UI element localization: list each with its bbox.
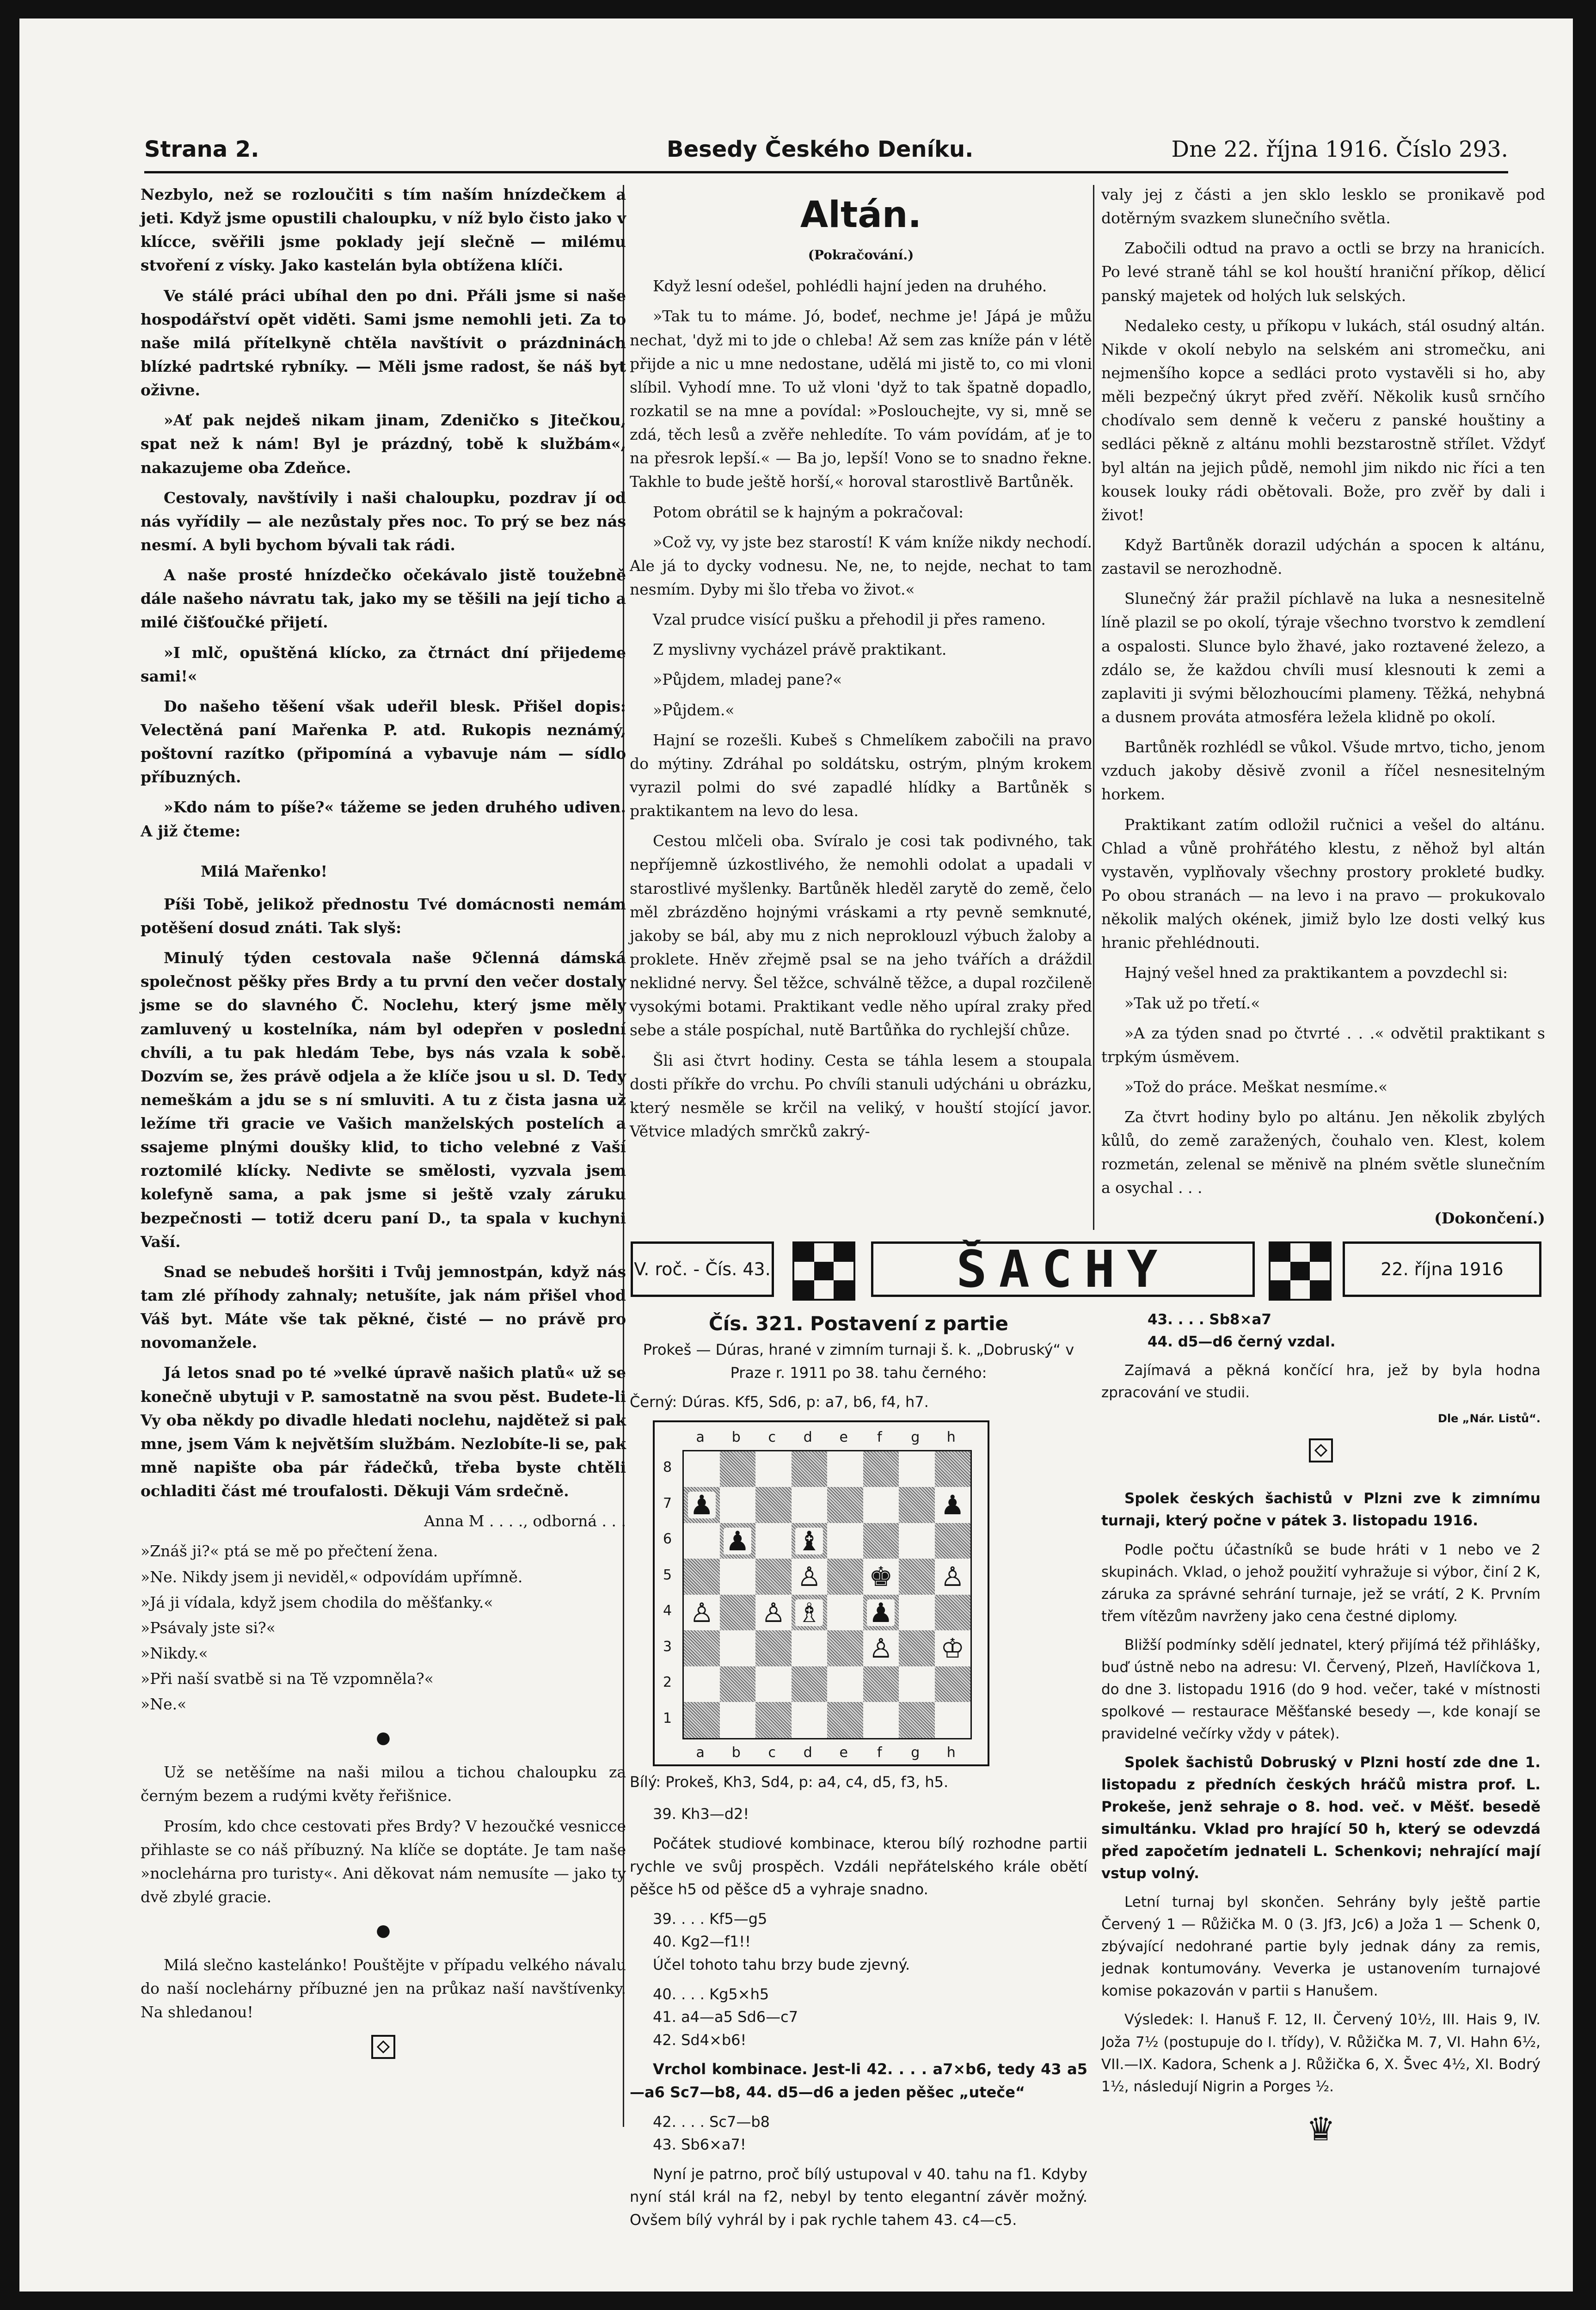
square-f8 [863,1451,899,1487]
problem-title: Postavení z partie [810,1312,1009,1335]
paragraph: Když Bartůněk dorazil udýchán a spocen k altánu, zastavil se nerozhodně. [1101,535,1545,578]
paragraph: Bartůněk rozhlédl se vůkol. Všude mrtvo, ticho, jenom vzduch jakoby děsivě zvonil a říčel nesnesitelným horkem. [1101,738,1545,804]
square-h2 [935,1666,971,1702]
page-number: Strana 2. [144,136,259,162]
paragraph: Šli asi čtvrt hodiny. Cesta se táhla lesem a stoupala dosti příkře do vrchu. Po chvíli stanuli udýcháni u obrázku, který nesměle se krčil na veliký, v houští stojící javor. Větvice mladých smrčků zakrý- [630,1051,1092,1140]
move: 42. Sd4×b6! [653,2031,747,2049]
square-h3 [935,1630,971,1666]
square-a7 [684,1487,720,1523]
annotation: Vrchol kombinace. Jest-li 42. . . . a7×b6, tedy 43 a5—a6 Sc7—b8, 44. d5—d6 a jeden pěšec „uteče“ [630,2060,1087,2101]
paragraph: Nedaleko cesty, u příkopu v lukách, stál osudný altán. Nikde v okolí nebylo na selském ani stromečku, ani nejmenšího kopce a sedláci proto vystavěli si ho, aby měli bezpečný úkryt před zvěří. Několik kusů srnčího chodívalo sem denně k večeru z panské houštiny a sedláci pěkně z altánu mohli bezstarostně střílet. Vždyť byl altán na jejich půdě, nemohl jim nikdo nic říci a ten kousek louky rádi obětovali. Bože, pro zvěř by dali i život! [1101,316,1545,524]
chess-piece-icon: ♟ [688,1492,716,1518]
paragraph: »Tož do práce. Meškat nesmíme.« [1124,1077,1388,1096]
square-g1 [899,1702,935,1738]
paragraph: »Půjdem.« [653,700,735,719]
square-g4 [899,1595,935,1631]
square-a2 [684,1666,720,1702]
square-d2 [792,1666,828,1702]
dialogue-line: »Psávaly jste si?« [141,1618,276,1637]
paragraph: »Tak tu to máme. Jó, bodeť, nechme je! Jápá je můžu nechat, 'dyž mi to jde o chleba! Až sem zas kníže pán v létě přijde a nic u mne nedostane, udělá mi jistě to, co mi vloni slíbil. Vyhodí mne. To už vloni 'dyž to tak špatně dopadlo, rozkatil se na mne a povídal: »Poslouchejte, vy si, mně se zdá, těch lesů a zvěře nehledíte. To vám povídám, ať je to na přesrok lepší.« — Ba jo, lepší! Vono se to snadno řekne. Takhle to bude ještě horší,« horoval starostlivě Bartůněk. [630,307,1092,491]
paragraph: Praktikant zatím odložil ručnici a vešel do altánu. Chlad a vůně prohřátého klestu, z něhož byl altán vystavěn, vyplňovaly všechny prostory prokleté budky. Po obou stranách — na levo i na pravo — prokukovalo několik malých okének, jimiž bylo lze dosti velký kus hranic přehlédnouti. [1101,815,1545,952]
banner-date: 22. října 1916 [1343,1241,1541,1297]
square-g7 [899,1487,935,1523]
chess-piece-icon: ♗ [795,1599,823,1626]
paragraph: »I mlč, opuštěná klícko, za čtrnáct dní přijedeme sami!« [141,643,626,685]
move: 40. Kg2—f1!! [653,1933,751,1951]
paragraph: Milá slečno kastelánko! Pouštějte v případu velkého návalu do naší noclehárny příbuzné jen na průkaz naší navštívenky. Na shledanou! [141,1955,626,2021]
square-f3 [863,1630,899,1666]
square-c5 [755,1559,792,1595]
club-announcement: Bližší podmínky sdělí jednatel, který přijímá též přihlášky, buď ústně nebo na adresu: VI. Červený, Plzeň, Havlíčkova 1, do dne 3. listopadu 1916 (do 9 hod. večer, také v místnosti spolkové — restaurace Měšťanské besedy —, kde konají se pravidelné večírky vždy v pátek). [1101,1636,1541,1742]
square-a1 [684,1702,720,1738]
chess-king-icon: ♛ [1306,2110,1336,2148]
square-a8 [684,1451,720,1487]
page-header [144,134,1508,173]
square-f6 [863,1523,899,1559]
square-f4 [863,1595,899,1631]
paragraph: Z myslivny vycházel právě praktikant. [653,640,947,659]
paragraph: Vzal prudce visící pušku a přehodil ji přes rameno. [653,610,1046,629]
square-b6 [720,1523,756,1559]
square-d5 [792,1559,828,1595]
square-f1 [863,1702,899,1738]
chess-banner [631,1237,1541,1302]
square-g8 [899,1451,935,1487]
paragraph: Už se netěšíme na naši milou a tichou chaloupku za černým bezem a rudými květy řeřišnice. [141,1763,626,1805]
paragraph: Hajný vešel hned za praktikantem a povzdechl si: [1124,964,1508,982]
paragraph: valy jej z části a jen sklo lesklo se pronikavě pod dotěrným svazkem slunečního světla. [1101,185,1545,227]
dialogue-line: »Já ji vídala, když jsem chodila do měšťanky.« [141,1593,493,1611]
paragraph: Cestovaly, navštívily i naši chaloupku, pozdrav jí od nás vyřídily — ale nezůstaly přes noc. To prý se bez nás nesmí. A byli bychom bývali tak rádi. [141,488,626,554]
banner-volume: V. roč. - Čís. 43. [631,1241,774,1297]
chess-news [1101,1309,1541,2154]
dialogue-line: »Při naší svatbě si na Tě vzpomněla?« [141,1670,434,1688]
chessboard-icon [1269,1241,1332,1301]
to-be-continued: (Dokončení.) [1434,1209,1545,1227]
square-f2 [863,1666,899,1702]
square-c4 [755,1595,792,1631]
chess-piece-icon: ♔ [939,1635,966,1662]
chess-piece-icon: ♙ [795,1563,823,1590]
paragraph: »Tak už po třetí.« [1124,994,1260,1012]
square-e8 [827,1451,863,1487]
square-e2 [827,1666,863,1702]
club-announcement: Letní turnaj byl skončen. Sehrány byly ještě partie Červený 1 — Růžička M. 0 (3. Jf3, Jc6) a Joža 1 — Schenk 0, zbývající nedohrané partie byly jednak dány za remis, jednak kontumovány. Veverka je ustanovením turnajové komise pokazován v partii s Hanušem. [1101,1894,1541,2000]
square-e4 [827,1595,863,1631]
move: 43. Sb6×a7! [653,2136,746,2154]
square-a3 [684,1630,720,1666]
annotation: Nyní je patrno, proč bílý ustupoval v 40. tahu na f1. Kdyby nyní stál král na f2, nebyl by tento elegantní závěr možný. Ovšem bílý vyhrál by i pak rychle tahem 43. c4—c5. [630,2165,1087,2229]
paragraph: Hajní se rozešli. Kubeš s Chmelíkem zabočili na pravo do mýtiny. Zdráhal po soldátsku, ostrým, plným krokem vyrazil polmi do své zapadlé hlídky a Bartůněk s praktikantem na levo do lesa. [630,731,1092,820]
square-d4 [792,1595,828,1631]
square-e6 [827,1523,863,1559]
paragraph: Prosím, kdo chce cestovati přes Brdy? V hezoučké vesnicce přihlaste se co náš příbuzný. Na klíče se doptáte. Je tam naše »noclehárna pro turisty«. Ani děkovat nám nemusíte — jako ty dvě zbylé gracie. [141,1817,626,1906]
square-c6 [755,1523,792,1559]
square-h4 [935,1595,971,1631]
letter-signature: Anna M . . . ., odborná . . . [424,1512,626,1530]
square-b4 [720,1595,756,1631]
paragraph: Za čtvrt hodiny bylo po altánu. Jen několik zbylých kůlů, do země zaražených, čouhalo ven. Klest, kolem rozmetán, zelenal se měnivě na plném světle slunečním a osychal . . . [1101,1108,1545,1197]
square-g3 [899,1630,935,1666]
square-b5 [720,1559,756,1595]
move: 41. a4—a5 Sd6—c7 [653,2008,798,2026]
paragraph: Slunečný žár pražil píchlavě na luka a nesnesitelně líně plazil se po okolí, týraje všechno tvorstvo k zemdlení a ospalosti. Slunce bylo žhavé, jako roztavené železo, a zdálo se, že každou chvíli musí klesnouti k zemi a zaplaviti ji svými bělozhoucími plameny. Těžká, nehybná a dusnem prováta atmosféra ležela klidně po okolí. [1101,590,1545,726]
column-altan [630,183,1092,1149]
rank-labels: 8 7 6 5 4 3 2 1 [663,1459,672,1726]
chess-piece-icon: ♚ [867,1563,895,1590]
square-e3 [827,1630,863,1666]
square-h8 [935,1451,971,1487]
square-f5 [863,1559,899,1595]
tournament-results: Výsledek: I. Hanuš F. 12, II. Červený 10½, III. Hais 9, IV. Joža 7½ (postupuje do I. třídy), V. Růžička M. 7, VI. Hahn 6½, VII.—IX. Kadora, Schenk a J. Růžička 6, X. Švec 4½, XI. Bodrý 1½, následují Nigrin a Porges ½. [1101,2011,1541,2095]
paragraph: Do našeho těšení však udeřil blesk. Přišel dopis: Velectěná paní Mařenka P. atd. Rukopis neznámý, poštovní razítko (připomíná a vybavuje nám — sídlo příbuzných. [141,697,626,786]
ornament-icon [1309,1438,1333,1462]
problem-number: Čís. 321. [708,1312,804,1335]
square-b8 [720,1451,756,1487]
square-h5 [935,1559,971,1595]
square-e1 [827,1702,863,1738]
square-d8 [792,1451,828,1487]
move: 43. . . . Sb8×a7 [1148,1311,1271,1328]
paragraph: Cestou mlčeli oba. Svíralo je cosi tak podivného, tak nepříjemně úzkostlivého, že nemohli odolat a upadali v starostlivé myšlenky. Bartůněk hleděl zarytě do země, čelo měl zbrázděno hojnými vráskami a rty pevně semknuté, jakoby se bál, aby mu z nich neproklouzl výbuch žaloby a proklete. Hněv zřejmě psal se na jeho tvářích a dráždil neklidné nervy. Šel těžce, schválně těžce, a dupal rozčileně vysokými botami. Praktikant vedle něho upíral zraky před sebe a stále pospíchal, nutě Bartůňka do rychlejší chůze. [630,832,1092,1039]
square-g2 [899,1666,935,1702]
paragraph: »Kdo nám to píše?« tážeme se jeden druhého udiven. A již čteme: [141,798,626,840]
square-c8 [755,1451,792,1487]
letter-paragraph: Minulý týden cestovala naše 9členná dámská společnost pěšky přes Brdy a tu první den večer dostaly jsme se do slavného Č. Noclehu, který jsme měly zamluvený u kostelníka, nám byl odepřen v poslední chvíli, a tu pak hledám Tebe, bys nás vzala k sobě. Dozvím se, žes právě odjela a že klíče jsou u sl. D. Tedy nemeškám a jdu se s ní smluviti. A tu z čista jasna už ležíme tři gracie ve Vašich manželských postelích a ssajeme plnými doušky klid, to ticho velebné z Vaší roztomilé klícky. Nedivte se smělosti, vyzvala jsem kolefyně sama, a pak jsme si ještě vzaly záruku bezpečnosti — totiž dceru paní D., ta spala v kuchyni Vaší. [141,949,626,1251]
file-labels-bottom: a b c d e f g h [696,1744,956,1761]
section-divider: ● [376,1921,391,1941]
move: 39. . . . Kf5—g5 [653,1910,767,1928]
club-announcement: Spolek českých šachistů v Plzni zve k zimnímu turnaji, který počne v pátek 3. listopadu 1916. [1101,1490,1541,1530]
square-h7 [935,1487,971,1523]
square-g6 [899,1523,935,1559]
source-note: Dle „Nár. Listů“. [1438,1412,1541,1425]
newspaper-name: Besedy Českého Deníku. [667,136,974,162]
chess-piece-icon: ♟ [867,1599,895,1626]
square-f7 [863,1487,899,1523]
square-d7 [792,1487,828,1523]
paragraph: Zabočili odtud na pravo a octli se brzy na hranicích. Po levé straně táhl se kol houští hraniční příkop, dělicí panský majetek od holých luk selských. [1101,239,1545,305]
paragraph: »A za týden snad po čtvrté . . .« odvětil praktikant s trpkým úsměvem. [1101,1024,1545,1066]
square-d6 [792,1523,828,1559]
section-divider: ● [376,1728,391,1748]
square-a4 [684,1595,720,1631]
square-a5 [684,1559,720,1595]
square-b1 [720,1702,756,1738]
square-c3 [755,1630,792,1666]
paragraph: Nezbylo, než se rozloučiti s tím naším hnízdečkem a jeti. Když jsme opustili chaloupku, v níž bylo čisto jako v klícce, svěřili jsme poklady její slečně — milému stvoření z vísky. Jako kastelán byla obtížena klíči. [141,185,626,275]
chess-piece-icon: ♙ [939,1563,966,1590]
chess-piece-icon: ♙ [760,1599,787,1626]
square-h6 [935,1523,971,1559]
paragraph: Když lesní odešel, pohlédli hajní jeden na druhého. [653,277,1047,295]
square-c2 [755,1666,792,1702]
paragraph: »Půjdem, mladej pane?« [653,670,842,689]
move: 40. . . . Kg5×h5 [653,1985,769,2003]
chess-piece-icon: ♙ [688,1599,716,1626]
move: 44. d5—d6 černý vzdal. [1148,1333,1336,1351]
column-altan-cont [1101,183,1545,1236]
letter-paragraph: Snad se nebudeš horšiti i Tvůj jemnostpán, když nás tam zlé příhody zahnaly; netušíte, jak nám přišel vhod Váš byt. Máte vše tak pěkné, čisté — no právě pro novomanžele. [141,1262,626,1352]
game-info: Prokeš — Dúras, hrané v zimním turnaji š. k. „Dobruský“ v Praze r. 1911 po 38. tahu černého: [643,1341,1074,1382]
white-pieces: Bílý: Prokeš, Kh3, Sd4, p: a4, c4, d5, f3, h5. [630,1773,949,1791]
paragraph: A naše prosté hnízdečko očekávalo jistě toužebně dále našeho návratu tak, jako my se těšili na její ticho a milé čišťoučké přijetí. [141,566,626,632]
club-announcement: Spolek šachistů Dobruský v Plzni hostí zde dne 1. listopadu z předních českých hráčů mistra prof. L. Prokeše, jenž sehraje o 8. hod. več. v Měšť. besedě simultánku. Vklad pro hrající 50 h, který se odevzdá před započetím jednateli L. Schenkovi; nehrající mají vstup volný. [1101,1754,1541,1882]
square-c7 [755,1487,792,1523]
ornament-icon [371,2035,395,2059]
chess-piece-icon: ♙ [867,1635,895,1662]
paragraph: »Což vy, vy jste bez starostí! K vám kníže nikdy nechodí. Ale já to dycky vodnesu. Ne, ne, to nejde, nechat to tam nesmím. Dyby mi šlo třeba vo život.« [630,533,1092,598]
dialogue-line: »Znáš ji?« ptá se mě po přečtení žena. [141,1542,438,1560]
paragraph: Ve stálé práci ubíhal den po dni. Přáli jsme si naše hospodářství opět viděti. Sami jsme nemohli jeti. Za to naše milá přítelkyně chtěla navštívit o prázdninách blízké padrtské rybníky. — Měli jsme radost, še náš byt oživne. [141,286,626,399]
annotation: Účel tohoto tahu brzy bude zjevný. [653,1956,910,1974]
club-announcement: Podle počtu účastníků se bude hráti v 1 nebo ve 2 skupinách. Vklad, o jehož použití vyhražuje si výbor, činí 2 K, záruka za správné sehrání turnaje, jež se vrátí, 2 K. Prvním třem vítězům navrženy jako cena čestné diplomy. [1101,1541,1541,1625]
file-labels-top: a b c d e f g h [696,1429,956,1445]
square-a6 [684,1523,720,1559]
square-g5 [899,1559,935,1595]
dialogue-line: »Ne.« [141,1695,187,1714]
square-h1 [935,1702,971,1738]
square-c1 [755,1702,792,1738]
square-b2 [720,1666,756,1702]
story-subtitle: (Pokračování.) [808,247,914,263]
annotation: Počátek studiové kombinace, kterou bílý rozhodne partii rychle ve svůj prospěch. Vzdáli nepřátelského krále obětí pěšce h5 od pěšce d5 a vyhraje snadno. [630,1835,1087,1898]
square-e5 [827,1559,863,1595]
dialogue-line: »Ne. Nikdy jsem ji neviděl,« odpovídám upřímně. [141,1567,523,1586]
square-b3 [720,1630,756,1666]
section-title-sachy: ŠACHY [871,1241,1255,1297]
chess-diagram [653,1420,989,1766]
chessboard [682,1450,972,1739]
square-e7 [827,1487,863,1523]
newspaper-page [19,18,1573,2292]
move: 39. Kh3—d2! [653,1805,749,1823]
paragraph: Potom obrátil se k hajným a pokračoval: [653,503,964,521]
chessboard-icon [792,1241,855,1301]
letter-salutation: Milá Mařenko! [201,862,328,880]
story-title: Altán. [800,194,922,236]
chess-piece-icon: ♝ [795,1528,823,1554]
square-d3 [792,1630,828,1666]
chess-piece-icon: ♟ [724,1528,751,1554]
issue-date: Dne 22. října 1916. Číslo 293. [1171,136,1508,162]
paragraph: »Ať pak nejdeš nikam jinam, Zdeničko s Jitečkou, spat než k nám! Byl je prázdný, tobě k službám«, nakazujeme oba Zdeňce. [141,411,626,477]
square-d1 [792,1702,828,1738]
square-b7 [720,1487,756,1523]
letter-paragraph: Píši Tobě, jelikož přednostu Tvé domácnosti nemám potěšení dosud znáti. Tak slyš: [141,895,626,937]
chess-problem [630,1309,1087,2238]
chess-piece-icon: ♟ [939,1492,966,1518]
black-pieces: Černý: Dúras. Kf5, Sd6, p: a7, b6, f4, h7. [630,1393,929,1411]
letter-paragraph: Já letos snad po té »velké úpravě našich platů« už se konečně ubytuji v P. samostatně na svou pěst. Budete-li Vy oba někdy po divadle hledati noclehu, najdětež si pak mne, jsem Vám k největším službám. Nezlobíte-li se, pak mně napište oba pár řádečků, třeba byste chtěli ochladiti část mé troufalosti. Děkuji Vám srdečně. [141,1364,626,1500]
annotation: Zajímavá a pěkná končící hra, jež by byla hodna zpracování ve studii. [1101,1362,1541,1401]
dialogue-line: »Nikdy.« [141,1644,208,1663]
column-story [141,183,626,2070]
column-rule [1093,185,1094,1230]
move: 42. . . . Sc7—b8 [653,2113,770,2131]
